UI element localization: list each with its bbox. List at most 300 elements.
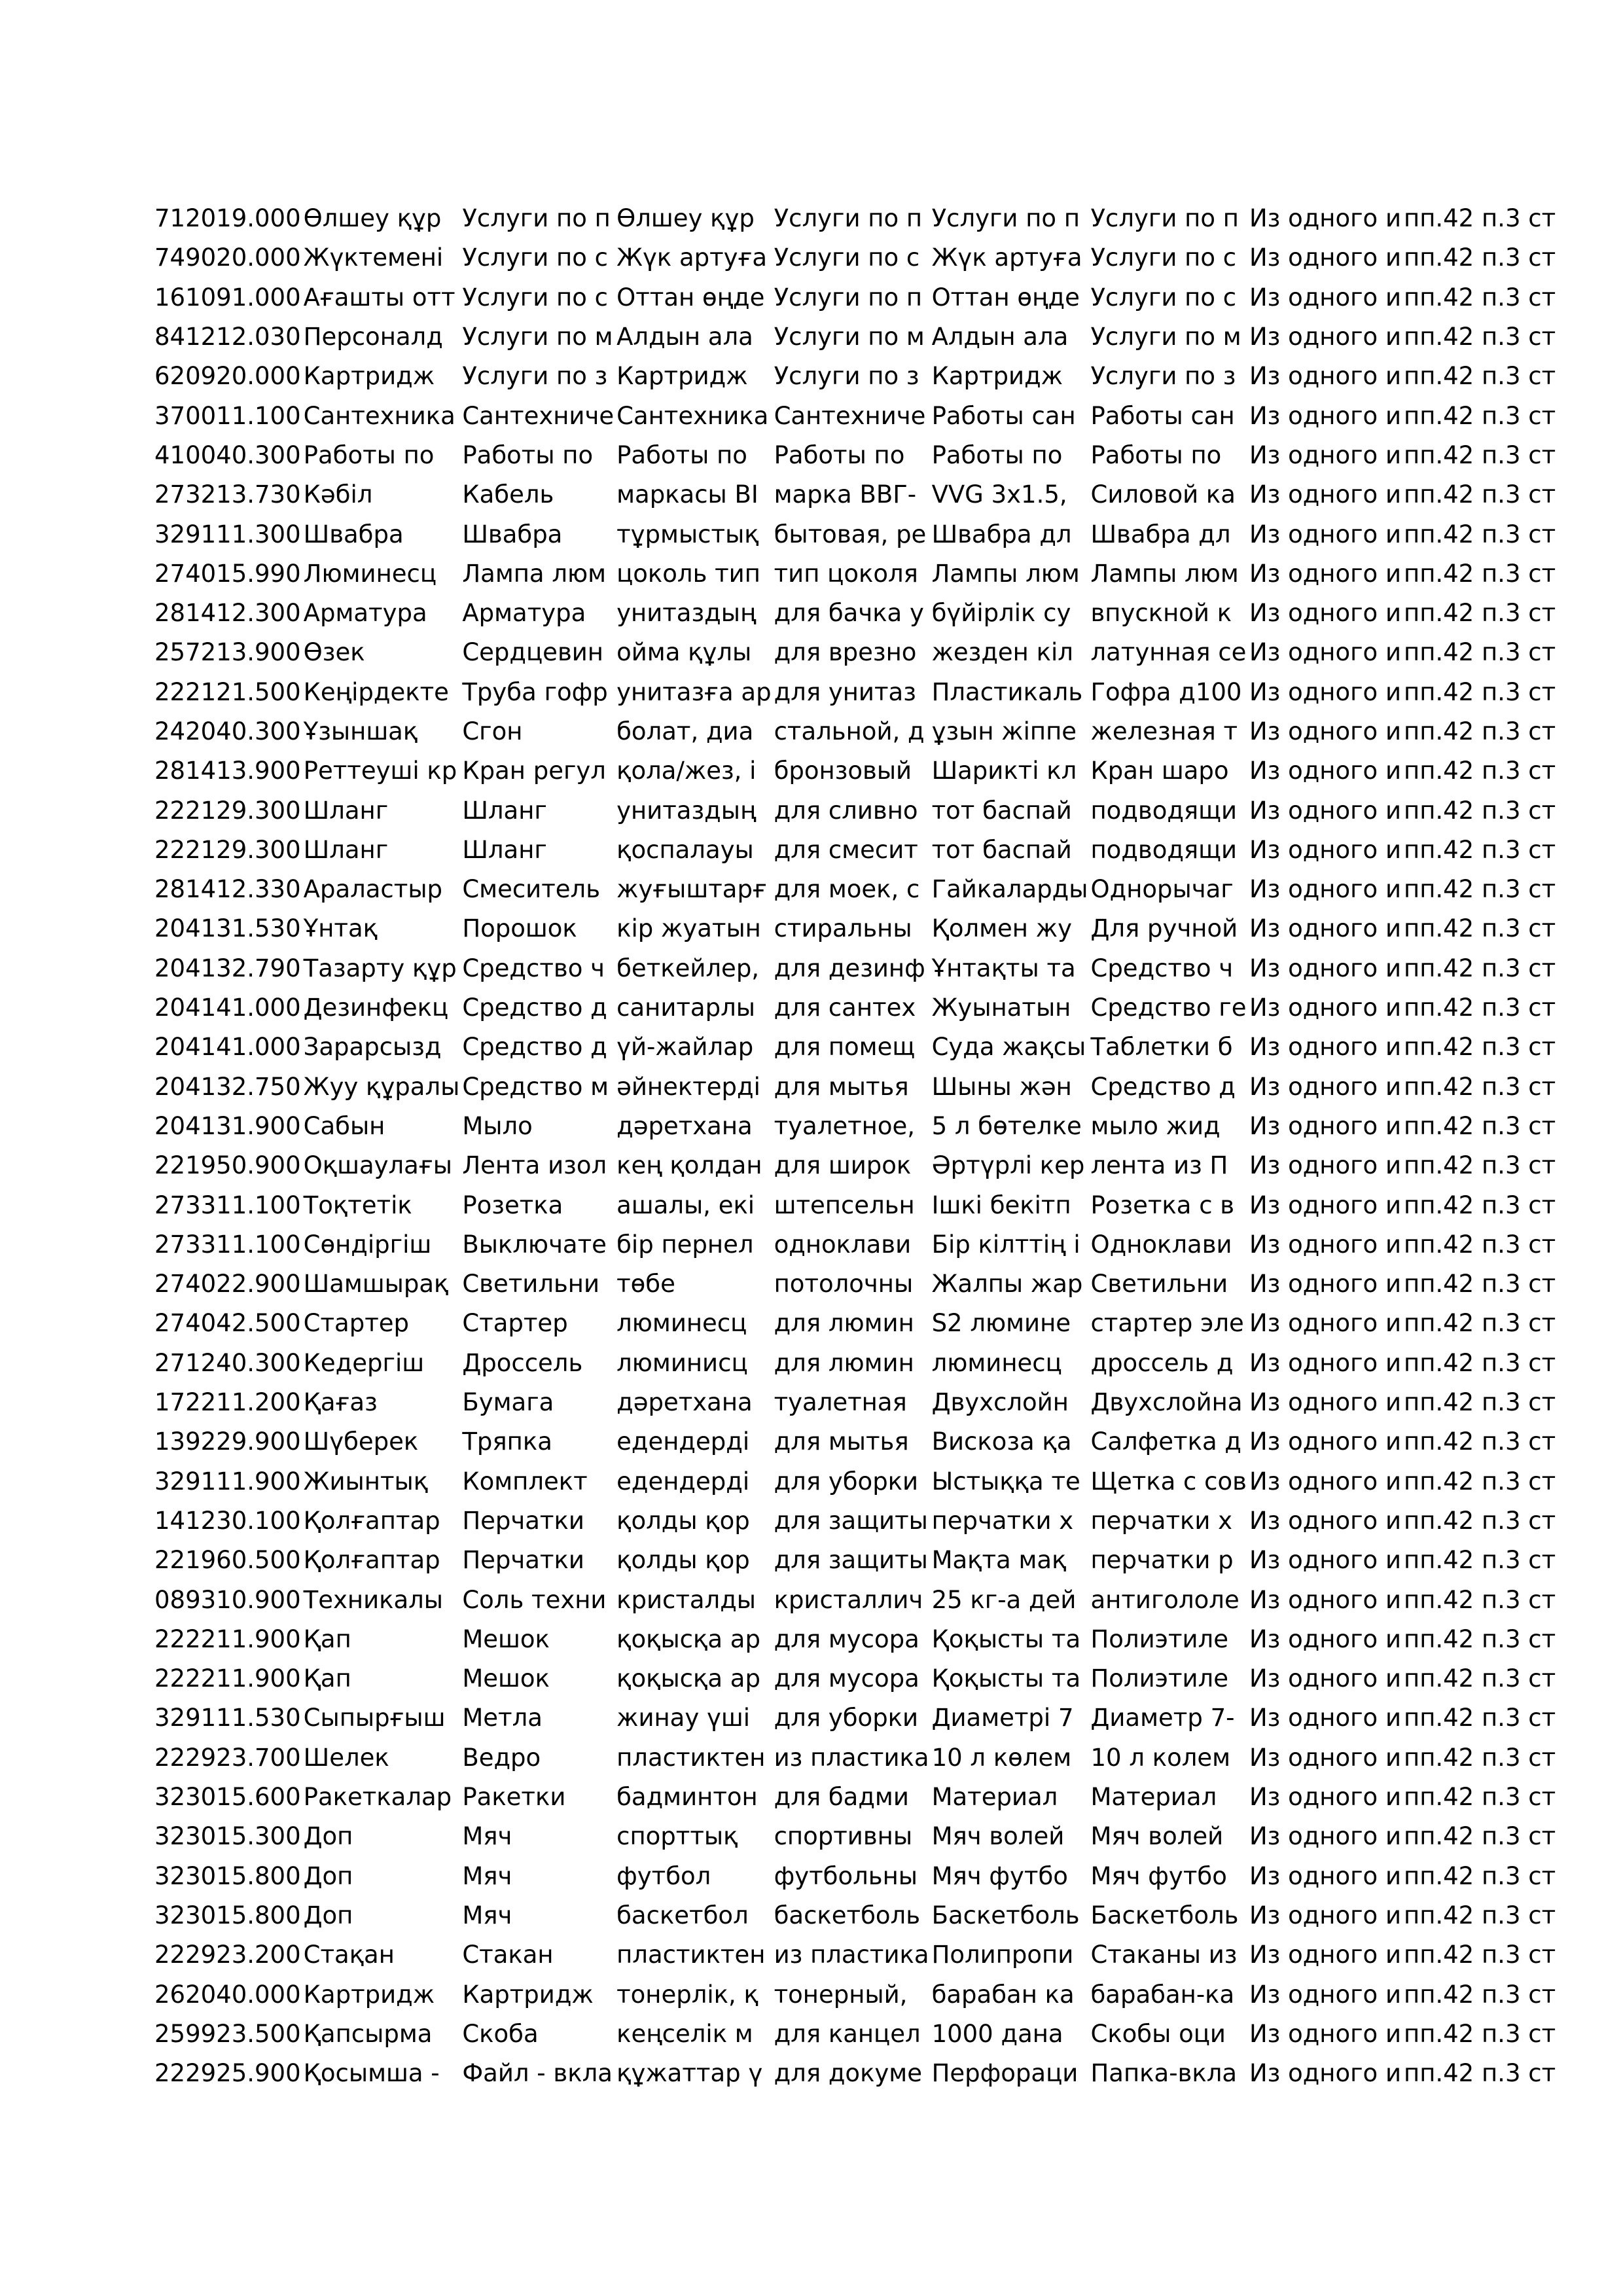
table-row: [152, 199, 1556, 238]
name-ru-cell: Мяч: [462, 1822, 512, 1851]
basis-cell: пп.42 п.3 ст: [1404, 1941, 1556, 1969]
spec-kz-cell: Алдын ала: [931, 323, 1069, 351]
table-row: [152, 475, 1556, 514]
spec-kz-cell: ұзын жіппе: [931, 717, 1077, 745]
method-cell: Из одного и: [1249, 1664, 1401, 1693]
desc-kz-cell: Картридж: [616, 362, 748, 391]
desc-kz-cell: Өлшеу құр: [616, 204, 755, 233]
method-cell: Из одного и: [1249, 1111, 1401, 1140]
desc-ru-cell: для мусора: [774, 1664, 919, 1693]
table-row: [152, 1659, 1556, 1698]
basis-cell: пп.42 п.3 ст: [1404, 1111, 1556, 1140]
name-kz-cell: Стақан: [303, 1941, 395, 1969]
method-cell: Из одного и: [1249, 1506, 1401, 1535]
spec-ru-cell: Розетка с в: [1090, 1191, 1235, 1219]
desc-kz-cell: тонерлік, қ: [616, 1980, 758, 2009]
desc-ru-cell: бронзовый: [774, 757, 912, 785]
name-ru-cell: Выключате: [462, 1230, 607, 1259]
code-cell: 222121.500: [154, 677, 301, 706]
desc-kz-cell: жинау үші: [616, 1704, 751, 1732]
method-cell: Из одного и: [1249, 717, 1401, 745]
basis-cell: пп.42 п.3 ст: [1404, 401, 1556, 430]
name-ru-cell: Услуги по с: [462, 283, 608, 312]
spec-kz-cell: 5 л бөтелке: [931, 1111, 1082, 1140]
desc-kz-cell: ашалы, екі: [616, 1191, 755, 1219]
name-kz-cell: Техникалы: [303, 1585, 444, 1614]
code-cell: 273311.100: [154, 1230, 301, 1259]
code-cell: 281412.300: [154, 599, 301, 628]
spec-ru-cell: Одноклави: [1090, 1230, 1232, 1259]
desc-kz-cell: футбол: [616, 1861, 711, 1890]
method-cell: Из одного и: [1249, 243, 1401, 272]
spec-kz-cell: тот баспай: [931, 835, 1072, 864]
spec-ru-cell: железная т: [1090, 717, 1238, 745]
method-cell: Из одного и: [1249, 1941, 1401, 1969]
basis-cell: пп.42 п.3 ст: [1404, 362, 1556, 391]
name-ru-cell: Сгон: [462, 717, 523, 745]
desc-ru-cell: для моек, с: [774, 875, 920, 904]
spec-kz-cell: Шарикті кл: [931, 757, 1077, 785]
name-kz-cell: Ағашты отт: [303, 283, 455, 312]
desc-ru-cell: для люмин: [774, 1309, 914, 1338]
name-ru-cell: Лампа люм: [462, 559, 607, 588]
spec-ru-cell: Услуги по с: [1090, 243, 1237, 272]
desc-ru-cell: Сантехниче: [774, 401, 926, 430]
code-cell: 222129.300: [154, 796, 301, 825]
name-kz-cell: Ракеткалар: [303, 1783, 452, 1812]
spec-kz-cell: Двухслойн: [931, 1388, 1069, 1417]
desc-kz-cell: үй-жайлар: [616, 1033, 754, 1062]
name-ru-cell: Услуги по з: [462, 362, 608, 391]
name-ru-cell: Мешок: [462, 1624, 550, 1653]
basis-cell: пп.42 п.3 ст: [1404, 1901, 1556, 1929]
spec-ru-cell: Папка-вкла: [1090, 2059, 1238, 2088]
desc-kz-cell: спорттық: [616, 1822, 738, 1851]
name-ru-cell: Сантехниче: [462, 401, 615, 430]
desc-ru-cell: туалетное,: [774, 1111, 916, 1140]
name-kz-cell: Картридж: [303, 362, 435, 391]
code-cell: 222211.900: [154, 1664, 301, 1693]
spec-kz-cell: Мяч футбо: [931, 1861, 1068, 1890]
method-cell: Из одного и: [1249, 875, 1401, 904]
method-cell: Из одного и: [1249, 1901, 1401, 1929]
spec-ru-cell: Полиэтиле: [1090, 1624, 1228, 1653]
name-ru-cell: Лента изол: [462, 1151, 607, 1180]
desc-ru-cell: тип цоколя: [774, 559, 918, 588]
spec-ru-cell: латунная се: [1090, 638, 1247, 667]
name-ru-cell: Швабра: [462, 520, 563, 548]
spec-ru-cell: Работы по: [1090, 440, 1222, 469]
name-ru-cell: Средство д: [462, 994, 607, 1022]
name-ru-cell: Мяч: [462, 1861, 512, 1890]
basis-cell: пп.42 п.3 ст: [1404, 1388, 1556, 1417]
spec-ru-cell: Баскетболь: [1090, 1901, 1239, 1929]
code-cell: 323015.800: [154, 1861, 301, 1890]
name-ru-cell: Ведро: [462, 1743, 541, 1772]
spec-ru-cell: Для ручной: [1090, 914, 1238, 943]
table-row: [152, 1778, 1556, 1817]
name-kz-cell: Араластыр: [303, 875, 443, 904]
desc-ru-cell: стальной, д: [774, 717, 925, 745]
name-kz-cell: Жуу құралы: [303, 1072, 460, 1101]
name-kz-cell: Қап: [303, 1624, 351, 1653]
name-ru-cell: Труба гофр: [462, 677, 608, 706]
name-ru-cell: Средство ч: [462, 954, 605, 982]
name-ru-cell: Комплект: [462, 1467, 588, 1496]
code-cell: 323015.800: [154, 1901, 301, 1929]
name-kz-cell: Қолғаптар: [303, 1506, 440, 1535]
desc-ru-cell: Услуги по п: [774, 283, 923, 312]
spec-ru-cell: антигололе: [1090, 1585, 1240, 1614]
method-cell: Из одного и: [1249, 1743, 1401, 1772]
desc-kz-cell: қоқысқа ар: [616, 1624, 760, 1653]
table-row: [152, 2015, 1556, 2054]
desc-ru-cell: для докуме: [774, 2059, 922, 2088]
code-cell: 262040.000: [154, 1980, 301, 2009]
name-kz-cell: Өлшеу құр: [303, 204, 442, 233]
desc-kz-cell: құжаттар ү: [616, 2059, 763, 2088]
name-ru-cell: Сердцевин: [462, 638, 603, 667]
desc-ru-cell: Услуги по м: [774, 323, 925, 351]
desc-kz-cell: унитазға ар: [616, 677, 772, 706]
desc-ru-cell: для защиты: [774, 1506, 928, 1535]
spec-ru-cell: Лампы люм: [1090, 559, 1239, 588]
basis-cell: пп.42 п.3 ст: [1404, 559, 1556, 588]
spec-ru-cell: Полиэтиле: [1090, 1664, 1228, 1693]
name-ru-cell: Кабель: [462, 480, 554, 509]
desc-ru-cell: для сантех: [774, 994, 916, 1022]
desc-kz-cell: санитарлы: [616, 994, 755, 1022]
desc-ru-cell: для помещ: [774, 1033, 916, 1062]
name-kz-cell: Шүберек: [303, 1427, 419, 1456]
desc-ru-cell: спортивны: [774, 1822, 913, 1851]
basis-cell: пп.42 п.3 ст: [1404, 480, 1556, 509]
spec-ru-cell: Швабра дл: [1090, 520, 1231, 548]
table-row: [152, 1185, 1556, 1225]
name-ru-cell: Услуги по с: [462, 243, 608, 272]
name-ru-cell: Светильни: [462, 1270, 600, 1299]
name-kz-cell: Қолғаптар: [303, 1546, 440, 1575]
desc-ru-cell: туалетная: [774, 1388, 907, 1417]
desc-ru-cell: тонерный,: [774, 1980, 908, 2009]
desc-kz-cell: кір жуатын: [616, 914, 761, 943]
method-cell: Из одного и: [1249, 1072, 1401, 1101]
code-cell: 257213.900: [154, 638, 301, 667]
spec-kz-cell: Услуги по п: [931, 204, 1080, 233]
name-ru-cell: Мяч: [462, 1901, 512, 1929]
method-cell: Из одного и: [1249, 204, 1401, 233]
name-kz-cell: Қап: [303, 1664, 351, 1693]
code-cell: 273311.100: [154, 1191, 301, 1219]
table-row: [152, 1146, 1556, 1185]
table-body: [152, 199, 1556, 2093]
name-ru-cell: Картридж: [462, 1980, 594, 2009]
desc-kz-cell: люминисц: [616, 1348, 748, 1377]
spec-kz-cell: Қоқысты та: [931, 1624, 1081, 1653]
table-row: [152, 988, 1556, 1028]
table-row: [152, 396, 1556, 435]
spec-kz-cell: Полипропи: [931, 1941, 1074, 1969]
spec-kz-cell: Вискоза қа: [931, 1427, 1072, 1456]
spec-ru-cell: Таблетки б: [1090, 1033, 1233, 1062]
table-row: [152, 278, 1556, 317]
table-row: [152, 909, 1556, 948]
method-cell: Из одного и: [1249, 1191, 1401, 1219]
spec-ru-cell: Средство ч: [1090, 954, 1234, 982]
desc-ru-cell: для сливно: [774, 796, 918, 825]
spec-ru-cell: Однорычаг: [1090, 875, 1234, 904]
spec-ru-cell: подводящи: [1090, 796, 1238, 825]
spec-kz-cell: Мяч волей: [931, 1822, 1065, 1851]
name-kz-cell: Шамшырақ: [303, 1270, 449, 1299]
spec-ru-cell: Щетка с сов: [1090, 1467, 1247, 1496]
name-ru-cell: Работы по: [462, 440, 594, 469]
basis-cell: пп.42 п.3 ст: [1404, 520, 1556, 548]
table-row: [152, 1856, 1556, 1895]
basis-cell: пп.42 п.3 ст: [1404, 243, 1556, 272]
desc-ru-cell: стиральны: [774, 914, 912, 943]
name-ru-cell: Кран регул: [462, 757, 606, 785]
basis-cell: пп.42 п.3 ст: [1404, 1585, 1556, 1614]
name-kz-cell: Доп: [303, 1861, 353, 1890]
basis-cell: пп.42 п.3 ст: [1404, 1822, 1556, 1851]
desc-kz-cell: төбе: [616, 1270, 675, 1299]
table-row: [152, 436, 1556, 475]
spec-kz-cell: Жүк артуға: [931, 243, 1082, 272]
code-cell: 222923.200: [154, 1941, 301, 1969]
method-cell: Из одного и: [1249, 1783, 1401, 1812]
desc-kz-cell: едендерді: [616, 1427, 750, 1456]
spec-ru-cell: Кран шаро: [1090, 757, 1229, 785]
basis-cell: пп.42 п.3 ст: [1404, 1664, 1556, 1693]
method-cell: Из одного и: [1249, 323, 1401, 351]
name-kz-cell: Сөндіргіш: [303, 1230, 432, 1259]
basis-cell: пп.42 п.3 ст: [1404, 1033, 1556, 1062]
desc-kz-cell: Оттан өңде: [616, 283, 765, 312]
name-kz-cell: Қапсырма: [303, 2019, 433, 2048]
desc-kz-cell: дәретхана: [616, 1111, 753, 1140]
table-row: [152, 554, 1556, 594]
code-cell: 271240.300: [154, 1348, 301, 1377]
code-cell: 204132.750: [154, 1072, 301, 1101]
spec-kz-cell: люминесц: [931, 1348, 1062, 1377]
table-row: [152, 1225, 1556, 1265]
desc-kz-cell: унитаздың: [616, 599, 757, 628]
table-row: [152, 317, 1556, 357]
spec-kz-cell: Диаметрі 7: [931, 1704, 1074, 1732]
method-cell: Из одного и: [1249, 1230, 1401, 1259]
table-row: [152, 712, 1556, 751]
desc-kz-cell: пластиктен: [616, 1743, 766, 1772]
spec-ru-cell: Средство ге: [1090, 994, 1247, 1022]
desc-kz-cell: қоспалауы: [616, 835, 754, 864]
desc-kz-cell: қола/жез, і: [616, 757, 757, 785]
name-kz-cell: Арматура: [303, 599, 427, 628]
basis-cell: пп.42 п.3 ст: [1404, 204, 1556, 233]
name-ru-cell: Шланг: [462, 796, 547, 825]
spec-ru-cell: Стаканы из: [1090, 1941, 1238, 1969]
desc-kz-cell: Жүк артуға: [616, 243, 768, 272]
desc-kz-cell: люминесц: [616, 1309, 747, 1338]
method-cell: Из одного и: [1249, 1033, 1401, 1062]
spec-ru-cell: Услуги по п: [1090, 204, 1239, 233]
name-ru-cell: Порошок: [462, 914, 577, 943]
basis-cell: пп.42 п.3 ст: [1404, 2019, 1556, 2048]
desc-ru-cell: баскетболь: [774, 1901, 921, 1929]
code-cell: 370011.100: [154, 401, 301, 430]
name-ru-cell: Розетка: [462, 1191, 563, 1219]
name-ru-cell: Бумага: [462, 1388, 554, 1417]
spec-ru-cell: 10 л колем: [1090, 1743, 1231, 1772]
basis-cell: пп.42 п.3 ст: [1404, 1546, 1556, 1575]
method-cell: Из одного и: [1249, 480, 1401, 509]
method-cell: Из одного и: [1249, 401, 1401, 430]
name-kz-cell: Қосымша -: [303, 2059, 440, 2088]
basis-cell: пп.42 п.3 ст: [1404, 914, 1556, 943]
table-row: [152, 1817, 1556, 1856]
method-cell: Из одного и: [1249, 1822, 1401, 1851]
desc-ru-cell: футбольны: [774, 1861, 918, 1890]
table-row: [152, 870, 1556, 909]
method-cell: Из одного и: [1249, 1585, 1401, 1614]
spec-kz-cell: Швабра дл: [931, 520, 1072, 548]
basis-cell: пп.42 п.3 ст: [1404, 994, 1556, 1022]
code-cell: 222211.900: [154, 1624, 301, 1653]
table-row: [152, 357, 1556, 396]
code-cell: 712019.000: [154, 204, 301, 233]
desc-kz-cell: баскетбол: [616, 1901, 749, 1929]
table-row: [152, 2054, 1556, 2093]
spec-ru-cell: Салфетка д: [1090, 1427, 1241, 1456]
code-cell: 172211.200: [154, 1388, 301, 1417]
desc-kz-cell: Сантехника: [616, 401, 769, 430]
name-kz-cell: Тоқтетік: [303, 1191, 412, 1219]
spec-ru-cell: Двухслойна: [1090, 1388, 1243, 1417]
name-ru-cell: Стакан: [462, 1941, 554, 1969]
code-cell: 222129.300: [154, 835, 301, 864]
spec-kz-cell: Бір кілттің і: [931, 1230, 1080, 1259]
spec-ru-cell: Светильни: [1090, 1270, 1228, 1299]
basis-cell: пп.42 п.3 ст: [1404, 2059, 1556, 2088]
desc-kz-cell: цоколь тип: [616, 559, 760, 588]
table-row: [152, 831, 1556, 870]
table-row: [152, 1698, 1556, 1738]
method-cell: Из одного и: [1249, 1861, 1401, 1890]
table-row: [152, 1067, 1556, 1107]
spec-ru-cell: Услуги по з: [1090, 362, 1236, 391]
spec-ru-cell: лента из П: [1090, 1151, 1228, 1180]
name-kz-cell: Доп: [303, 1822, 353, 1851]
method-cell: Из одного и: [1249, 1467, 1401, 1496]
spec-ru-cell: Услуги по м: [1090, 323, 1241, 351]
desc-ru-cell: для мытья: [774, 1427, 909, 1456]
spec-ru-cell: барабан-ка: [1090, 1980, 1235, 2009]
name-ru-cell: Метла: [462, 1704, 543, 1732]
basis-cell: пп.42 п.3 ст: [1404, 796, 1556, 825]
basis-cell: пп.42 п.3 ст: [1404, 1230, 1556, 1259]
desc-kz-cell: ойма құлы: [616, 638, 752, 667]
code-cell: 259923.500: [154, 2019, 301, 2048]
code-cell: 141230.100: [154, 1506, 301, 1535]
spec-kz-cell: барабан ка: [931, 1980, 1075, 2009]
name-kz-cell: Реттеуші кр: [303, 757, 457, 785]
desc-kz-cell: кеңселік м: [616, 2019, 753, 2048]
basis-cell: пп.42 п.3 ст: [1404, 1270, 1556, 1299]
table-row: [152, 1304, 1556, 1343]
code-cell: 274015.990: [154, 559, 301, 588]
name-ru-cell: Ракетки: [462, 1783, 566, 1812]
code-cell: 089310.900: [154, 1585, 301, 1614]
name-ru-cell: Шланг: [462, 835, 547, 864]
desc-ru-cell: для унитаз: [774, 677, 916, 706]
spec-kz-cell: Жуынатын: [931, 994, 1071, 1022]
table-row: [152, 1541, 1556, 1580]
desc-kz-cell: әйнектерді: [616, 1072, 760, 1101]
method-cell: Из одного и: [1249, 1624, 1401, 1653]
method-cell: Из одного и: [1249, 1546, 1401, 1575]
table-row: [152, 1896, 1556, 1935]
code-cell: 204141.000: [154, 994, 301, 1022]
name-kz-cell: Стартер: [303, 1309, 409, 1338]
desc-kz-cell: пластиктен: [616, 1941, 766, 1969]
table-row: [152, 1383, 1556, 1422]
spec-kz-cell: Материал: [931, 1783, 1058, 1812]
table-row: [152, 514, 1556, 554]
desc-ru-cell: для бадми: [774, 1783, 909, 1812]
method-cell: Из одного и: [1249, 954, 1401, 982]
name-kz-cell: Жүктемені: [303, 243, 444, 272]
name-kz-cell: Тазарту құр: [303, 954, 457, 982]
desc-kz-cell: Работы по: [616, 440, 747, 469]
name-kz-cell: Шелек: [303, 1743, 389, 1772]
table-row: [152, 633, 1556, 672]
name-ru-cell: Перчатки: [462, 1506, 584, 1535]
spec-ru-cell: впускной к: [1090, 599, 1232, 628]
name-ru-cell: Мешок: [462, 1664, 550, 1693]
method-cell: Из одного и: [1249, 757, 1401, 785]
code-cell: 620920.000: [154, 362, 301, 391]
basis-cell: пп.42 п.3 ст: [1404, 1783, 1556, 1812]
spec-kz-cell: Суда жақсы: [931, 1033, 1086, 1062]
spec-kz-cell: 10 л көлем: [931, 1743, 1072, 1772]
spec-kz-cell: Мақта мақ: [931, 1546, 1067, 1575]
table-row: [152, 751, 1556, 791]
table-row: [152, 1501, 1556, 1541]
table-row: [152, 594, 1556, 633]
name-kz-cell: Ұнтақ: [303, 914, 378, 943]
spec-ru-cell: Гофра д100: [1090, 677, 1242, 706]
basis-cell: пп.42 п.3 ст: [1404, 323, 1556, 351]
spec-kz-cell: тот баспай: [931, 796, 1072, 825]
method-cell: Из одного и: [1249, 1348, 1401, 1377]
table-row: [152, 238, 1556, 278]
basis-cell: пп.42 п.3 ст: [1404, 1861, 1556, 1890]
basis-cell: пп.42 п.3 ст: [1404, 1704, 1556, 1732]
code-cell: 749020.000: [154, 243, 301, 272]
code-cell: 329111.300: [154, 520, 301, 548]
code-cell: 323015.600: [154, 1783, 301, 1812]
method-cell: Из одного и: [1249, 1309, 1401, 1338]
basis-cell: пп.42 п.3 ст: [1404, 835, 1556, 864]
spec-kz-cell: 25 кг-а дей: [931, 1585, 1077, 1614]
name-kz-cell: Қағаз: [303, 1388, 378, 1417]
name-kz-cell: Персоналд: [303, 323, 443, 351]
table-row: [152, 1265, 1556, 1304]
code-cell: 329111.900: [154, 1467, 301, 1496]
code-cell: 242040.300: [154, 717, 301, 745]
code-cell: 323015.300: [154, 1822, 301, 1851]
code-cell: 204131.900: [154, 1111, 301, 1140]
